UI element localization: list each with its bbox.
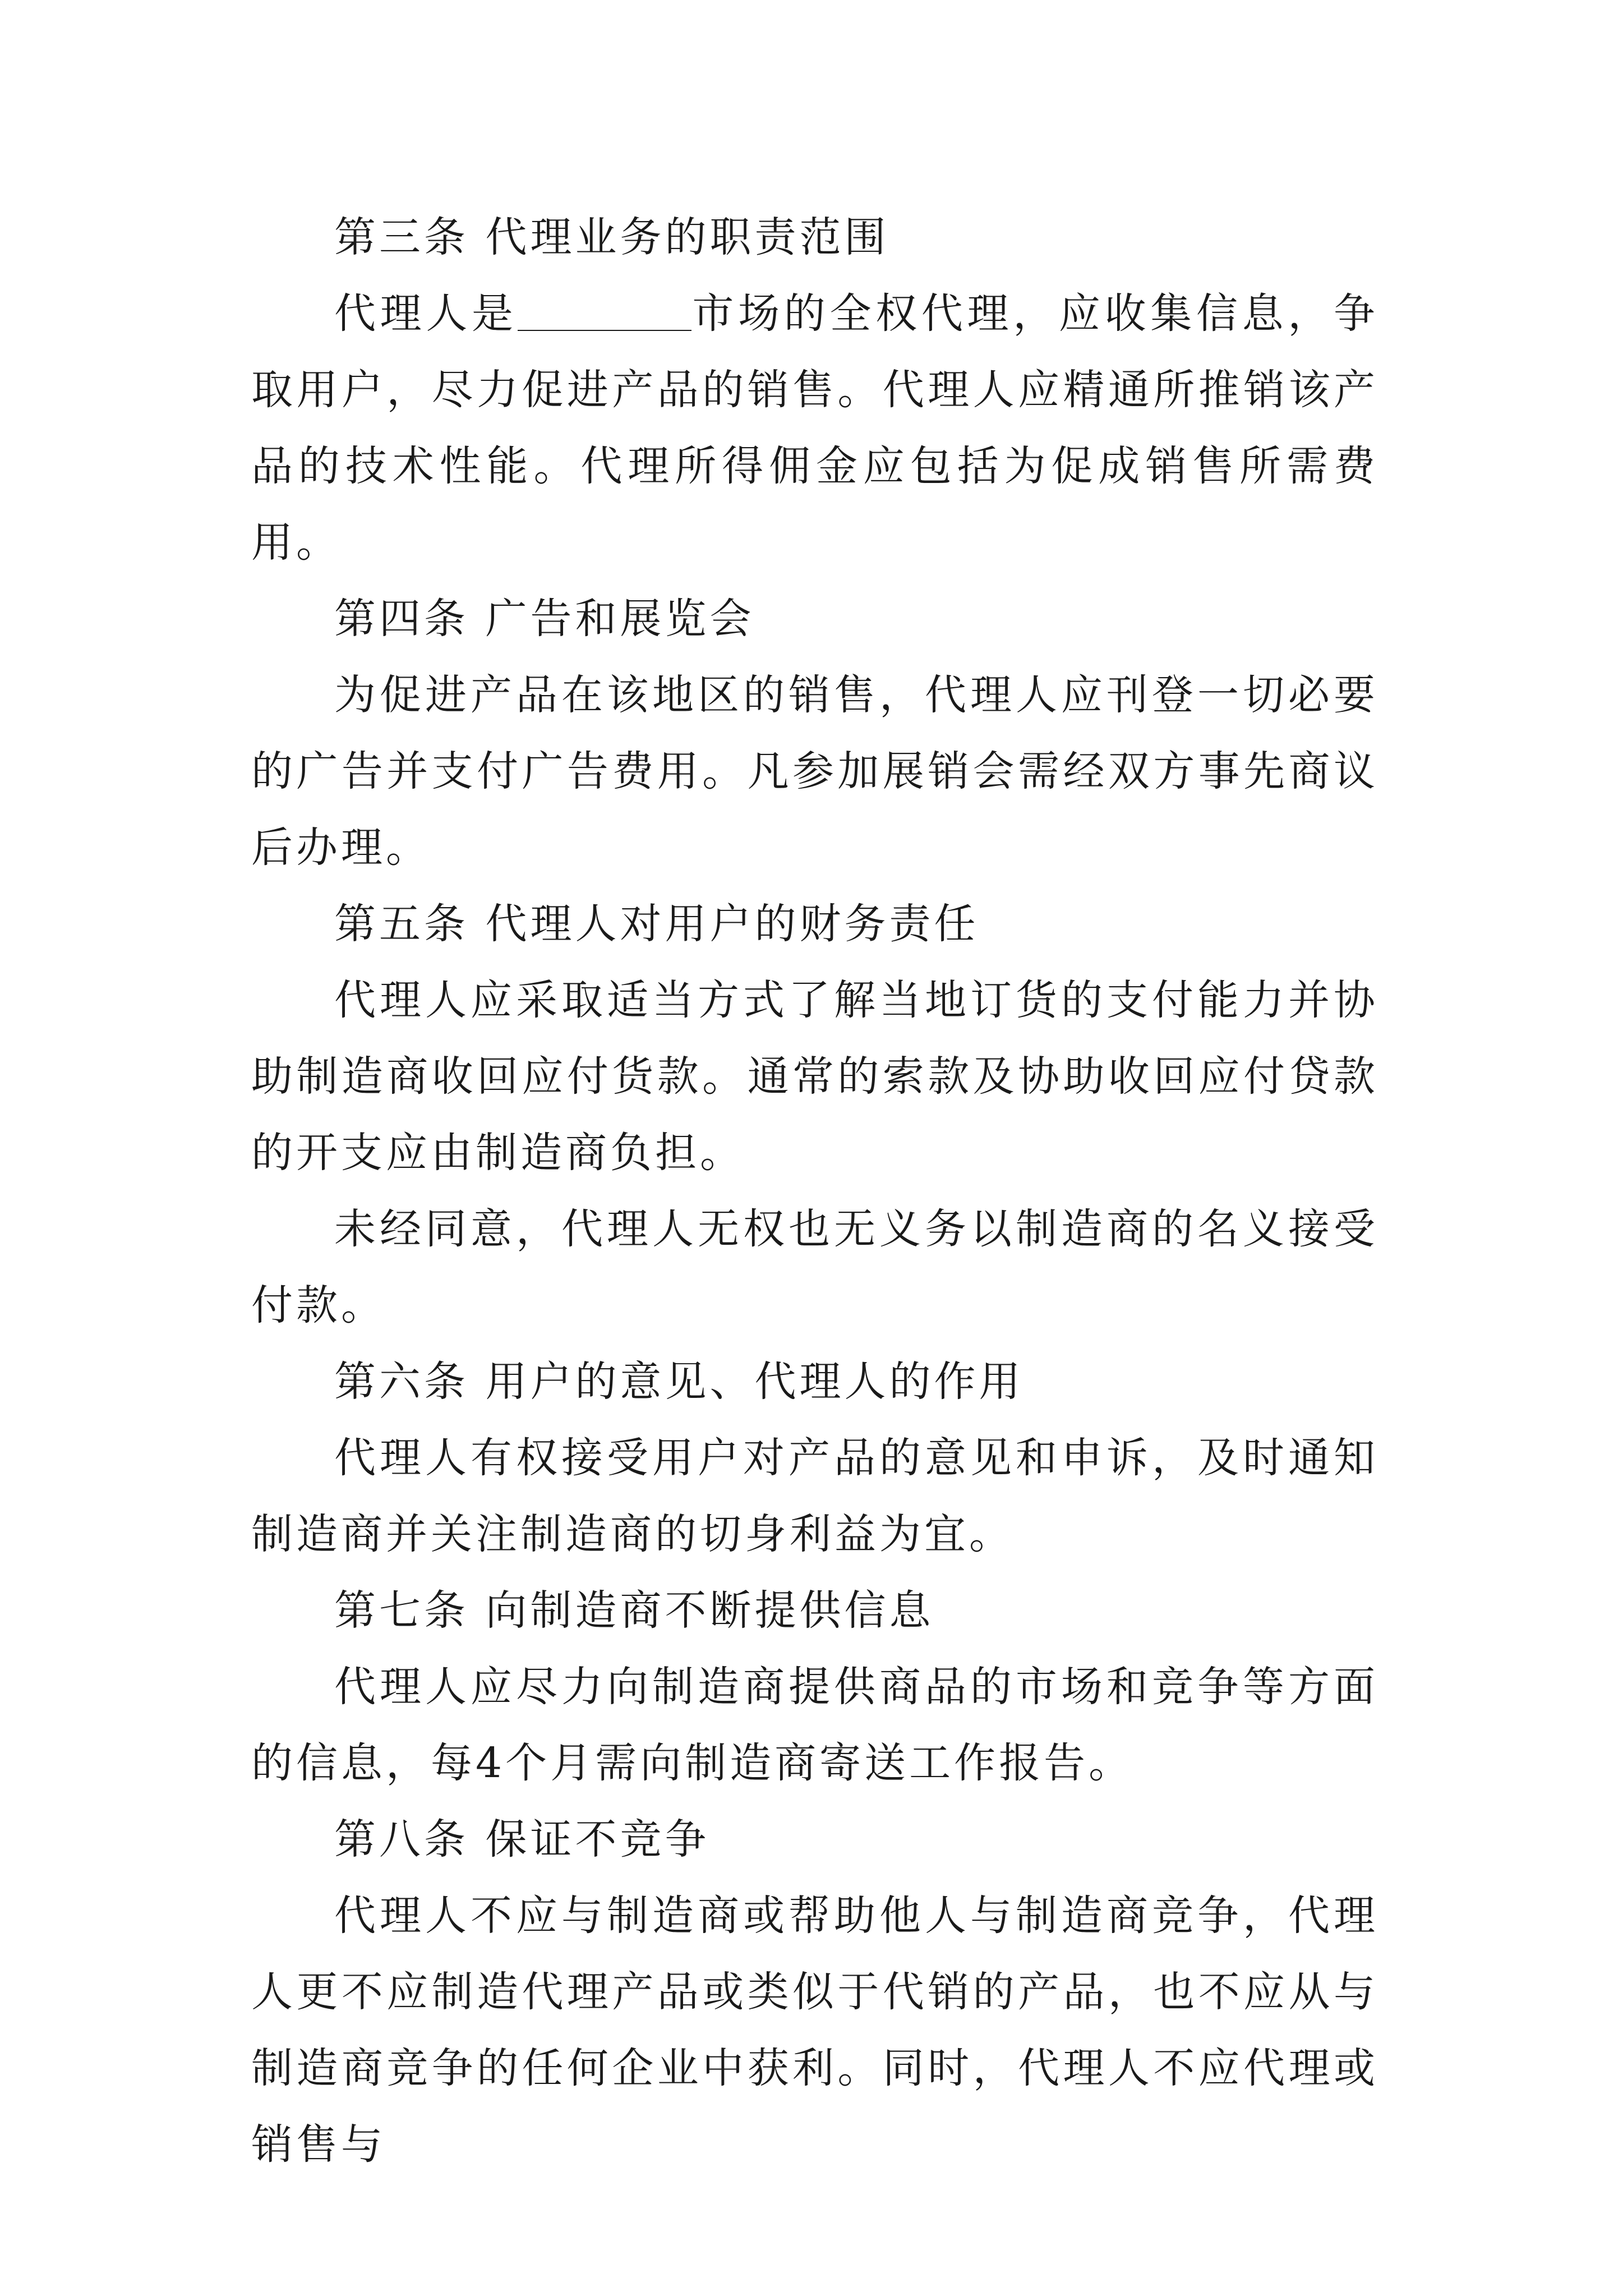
article-4-paragraph: 为促进产品在该地区的销售，代理人应刊登一切必要的广告并支付广告费用。凡参加展销会需经双方事先商议后办理。 [251,671,1378,872]
market-name-blank [518,329,691,331]
contract-body [251,199,1378,2183]
article-8-heading: 第八条 保证不竞争 [334,1815,710,1864]
article-6-heading: 第六条 用户的意见、代理人的作用 [334,1358,1024,1406]
article-7-paragraph: 代理人应尽力向制造商提供商品的市场和竞争等方面的信息，每4个月需向制造商寄送工作报告。 [251,1663,1378,1787]
article-5-heading: 第五条 代理人对用户的财务责任 [334,900,979,948]
article-4-heading: 第四条 广告和展览会 [334,595,755,643]
article-3-text-after-blank: 市场的全权代理，应收集信息，争取用户，尽力促进产品的销售。代理人应精通所推销该产品的技术性能。代理所得佣金应包括为促成销售所需费用。 [251,289,1379,567]
article-5-paragraph-1: 代理人应采取适当方式了解当地订货的支付能力并协助制造商收回应付货款。通常的索款及协助收回应付贷款的开支应由制造商负担。 [251,976,1378,1177]
article-5-paragraph-2: 未经同意，代理人无权也无义务以制造商的名义接受付款。 [251,1205,1378,1329]
article-3-text-before-blank: 代理人是 [334,289,518,338]
article-7-heading: 第七条 向制造商不断提供信息 [334,1586,934,1635]
article-6-paragraph: 代理人有权接受用户对产品的意见和申诉，及时通知制造商并关注制造商的切身利益为宜。 [251,1434,1378,1558]
article-3-paragraph [251,275,1378,581]
article-8-paragraph: 代理人不应与制造商或帮助他人与制造商竞争，代理人更不应制造代理产品或类似于代销的产品，也不应从与制造商竞争的任何企业中获利。同时，代理人不应代理或销售与 [251,1892,1378,2169]
article-3-heading: 第三条 代理业务的职责范围 [334,213,889,261]
